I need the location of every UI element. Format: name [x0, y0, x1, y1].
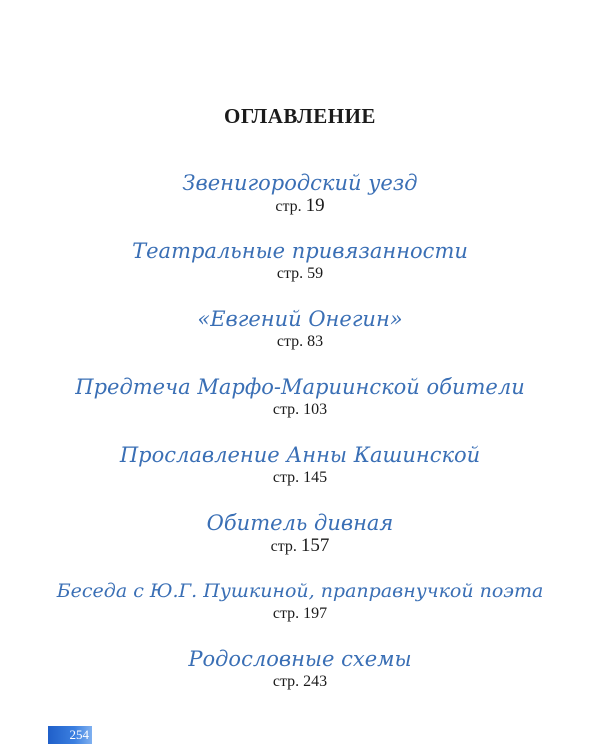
toc-entry-title[interactable]: Театральные привязанности	[132, 239, 468, 263]
toc-entry[interactable]	[0, 578, 600, 624]
toc-entry-title[interactable]: Родословные схемы	[188, 647, 412, 671]
toc-entry[interactable]	[0, 442, 600, 488]
page-number: 254	[69, 727, 89, 742]
toc-entry[interactable]	[0, 646, 600, 692]
toc-entry-title[interactable]: «Евгений Онегин»	[197, 307, 403, 331]
toc-entry[interactable]	[0, 374, 600, 420]
toc-entry-page: стр. 197	[272, 605, 328, 622]
toc-entry[interactable]	[0, 510, 600, 557]
toc-entry-title[interactable]: Прославление Анны Кашинской	[119, 443, 481, 467]
toc-entry-title[interactable]: Беседа с Ю.Г. Пушкиной, праправнучкой поэта	[56, 580, 544, 602]
toc-entry-title[interactable]: Предтеча Марфо-Мариинской обители	[75, 375, 525, 399]
toc-entry-title[interactable]: Звенигородский уезд	[182, 171, 418, 195]
toc-entry-page: стр. 103	[272, 401, 328, 418]
toc-entry[interactable]	[0, 170, 600, 217]
toc-entry-page: стр. 19	[275, 195, 325, 216]
toc-entry-page: стр. 59	[276, 265, 324, 282]
toc-entry-title[interactable]: Обитель дивная	[206, 511, 394, 535]
toc-entry[interactable]	[0, 306, 600, 352]
toc-heading: ОГЛАВЛЕНИЕ	[224, 104, 376, 128]
page-number-band	[48, 726, 92, 744]
toc-entry-page: стр. 145	[272, 469, 328, 486]
toc-entry-page: стр. 157	[270, 535, 330, 556]
toc-entry-page: стр. 243	[272, 673, 328, 690]
toc-entry[interactable]	[0, 238, 600, 284]
toc-entry-page: стр. 83	[276, 333, 324, 350]
